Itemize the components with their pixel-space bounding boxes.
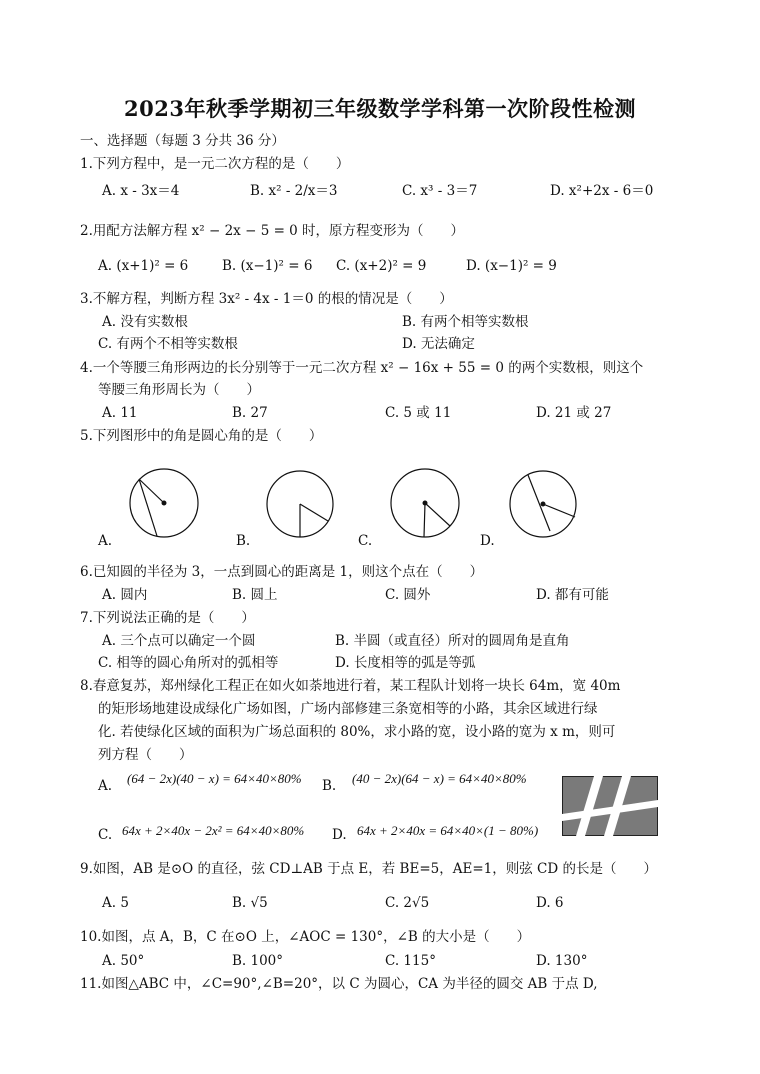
- q8-option-a[interactable]: (64 − 2x)(40 − x) = 64×40×80%: [127, 771, 302, 786]
- q3-stem: 3.不解方程，判断方程 3x² - 4x - 1＝0 的根的情况是（ ）: [80, 291, 453, 307]
- q10-option-a[interactable]: A. 50°: [102, 953, 145, 969]
- q6-stem: 6.已知圆的半径为 3，一点到圆心的距离是 1，则这个点在（ ）: [80, 564, 484, 580]
- q7-option-b[interactable]: B. 半圆（或直径）所对的圆周角是直角: [335, 633, 570, 649]
- q6-option-a[interactable]: A. 圆内: [102, 587, 148, 603]
- q8-label-d: D.: [332, 827, 347, 843]
- q7-option-c[interactable]: C. 相等的圆心角所对的弧相等: [98, 655, 279, 671]
- q6-option-d[interactable]: D. 都有可能: [536, 587, 609, 603]
- section-heading: 一、选择题（每题 3 分共 36 分）: [80, 133, 285, 149]
- q5-label-d: D.: [480, 533, 495, 549]
- q8-stem-line3: 化. 若使绿化区域的面积为广场总面积的 80%，求小路的宽，设小路的宽为 x m，则可: [98, 724, 616, 740]
- q9-option-b[interactable]: B. √5: [232, 895, 268, 911]
- q5-label-a: A.: [98, 533, 113, 549]
- q10-option-d[interactable]: D. 130°: [536, 953, 588, 969]
- q5-label-c: C.: [358, 533, 373, 549]
- q7-option-d[interactable]: D. 长度相等的弧是等弧: [335, 655, 476, 671]
- q2-option-a[interactable]: A. (x+1)² = 6: [98, 258, 189, 274]
- q3-option-d[interactable]: D. 无法确定: [402, 336, 475, 352]
- q5-figure-c[interactable]: [388, 466, 462, 540]
- q8-label-c: C.: [98, 827, 113, 843]
- q1-option-b[interactable]: B. x² - 2/x＝3: [250, 183, 338, 199]
- q8-stem-line2: 的矩形场地建设成绿化广场如图，广场内部修建三条宽相等的小路，其余区域进行绿: [98, 701, 598, 717]
- q8-label-b: B.: [322, 778, 337, 794]
- q8-option-c[interactable]: 64x + 2×40x − 2x² = 64×40×80%: [122, 823, 305, 838]
- q4-stem-line1: 4.一个等腰三角形两边的长分别等于一元二次方程 x² − 16x + 55 = 0 的两个实数根，则这个: [80, 360, 644, 376]
- q4-option-b[interactable]: B. 27: [232, 405, 268, 421]
- q4-stem-line2: 等腰三角形周长为（ ）: [98, 382, 260, 398]
- q2-option-b[interactable]: B. (x−1)² = 6: [222, 258, 313, 274]
- q4-option-d[interactable]: D. 21 或 27: [536, 405, 612, 421]
- q8-option-d[interactable]: 64x + 2×40x = 64×40×(1 − 80%): [357, 823, 539, 838]
- q3-option-c[interactable]: C. 有两个不相等实数根: [98, 336, 238, 352]
- q8-stem-line4: 列方程（ ）: [98, 747, 193, 763]
- q1-option-c[interactable]: C. x³ - 3＝7: [402, 183, 478, 199]
- q9-option-a[interactable]: A. 5: [102, 895, 129, 911]
- q5-label-b: B.: [236, 533, 251, 549]
- q8-stem-line1: 8.春意复苏，郑州绿化工程正在如火如荼地进行着，某工程队计划将一块长 64m，宽 40m: [80, 678, 621, 694]
- q7-stem: 7.下列说法正确的是（ ）: [80, 610, 255, 626]
- q10-option-b[interactable]: B. 100°: [232, 953, 284, 969]
- q6-option-b[interactable]: B. 圆上: [232, 587, 278, 603]
- q4-option-c[interactable]: C. 5 或 11: [385, 405, 452, 421]
- q8-label-a: A.: [98, 778, 113, 794]
- q2-option-c[interactable]: C. (x+2)² = 9: [336, 258, 427, 274]
- q2-option-d[interactable]: D. (x−1)² = 9: [466, 258, 557, 274]
- q3-option-a[interactable]: A. 没有实数根: [102, 314, 188, 330]
- q4-option-a[interactable]: A. 11: [102, 405, 138, 421]
- q9-option-c[interactable]: C. 2√5: [385, 895, 430, 911]
- q6-option-c[interactable]: C. 圆外: [385, 587, 431, 603]
- q1-option-d[interactable]: D. x²+2x - 6＝0: [550, 183, 654, 199]
- q9-option-d[interactable]: D. 6: [536, 895, 564, 911]
- q8-plaza-figure: [562, 776, 658, 836]
- exam-title: 2023年秋季学期初三年级数学学科第一次阶段性检测: [124, 96, 636, 121]
- q11-stem: 11.如图△ABC 中，∠C=90°,∠B=20°，以 C 为圆心，CA 为半径的圆交 AB 于点 D,: [80, 976, 598, 992]
- q5-figure-d[interactable]: [508, 469, 580, 541]
- q7-option-a[interactable]: A. 三个点可以确定一个圆: [102, 633, 256, 649]
- q3-option-b[interactable]: B. 有两个相等实数根: [402, 314, 529, 330]
- q5-figure-b[interactable]: [264, 468, 338, 540]
- q5-figure-a[interactable]: [125, 468, 205, 540]
- q9-stem: 9.如图，AB 是⊙O 的直径，弦 CD⊥AB 于点 E，若 BE=5，AE=1，则弦 CD 的长是（ ）: [80, 861, 657, 877]
- q2-stem: 2.用配方法解方程 x² − 2x − 5 = 0 时，原方程变形为（ ）: [80, 223, 465, 239]
- q10-stem: 10.如图，点 A，B，C 在⊙O 上，∠AOC = 130°，∠B 的大小是（ ）: [80, 929, 531, 945]
- q5-stem: 5.下列图形中的角是圆心角的是（ ）: [80, 428, 323, 444]
- q1-stem: 1.下列方程中，是一元二次方程的是（ ）: [80, 156, 350, 172]
- q8-option-b[interactable]: (40 − 2x)(64 − x) = 64×40×80%: [352, 771, 527, 786]
- q10-option-c[interactable]: C. 115°: [385, 953, 436, 969]
- q1-option-a[interactable]: A. x - 3x＝4: [102, 183, 180, 199]
